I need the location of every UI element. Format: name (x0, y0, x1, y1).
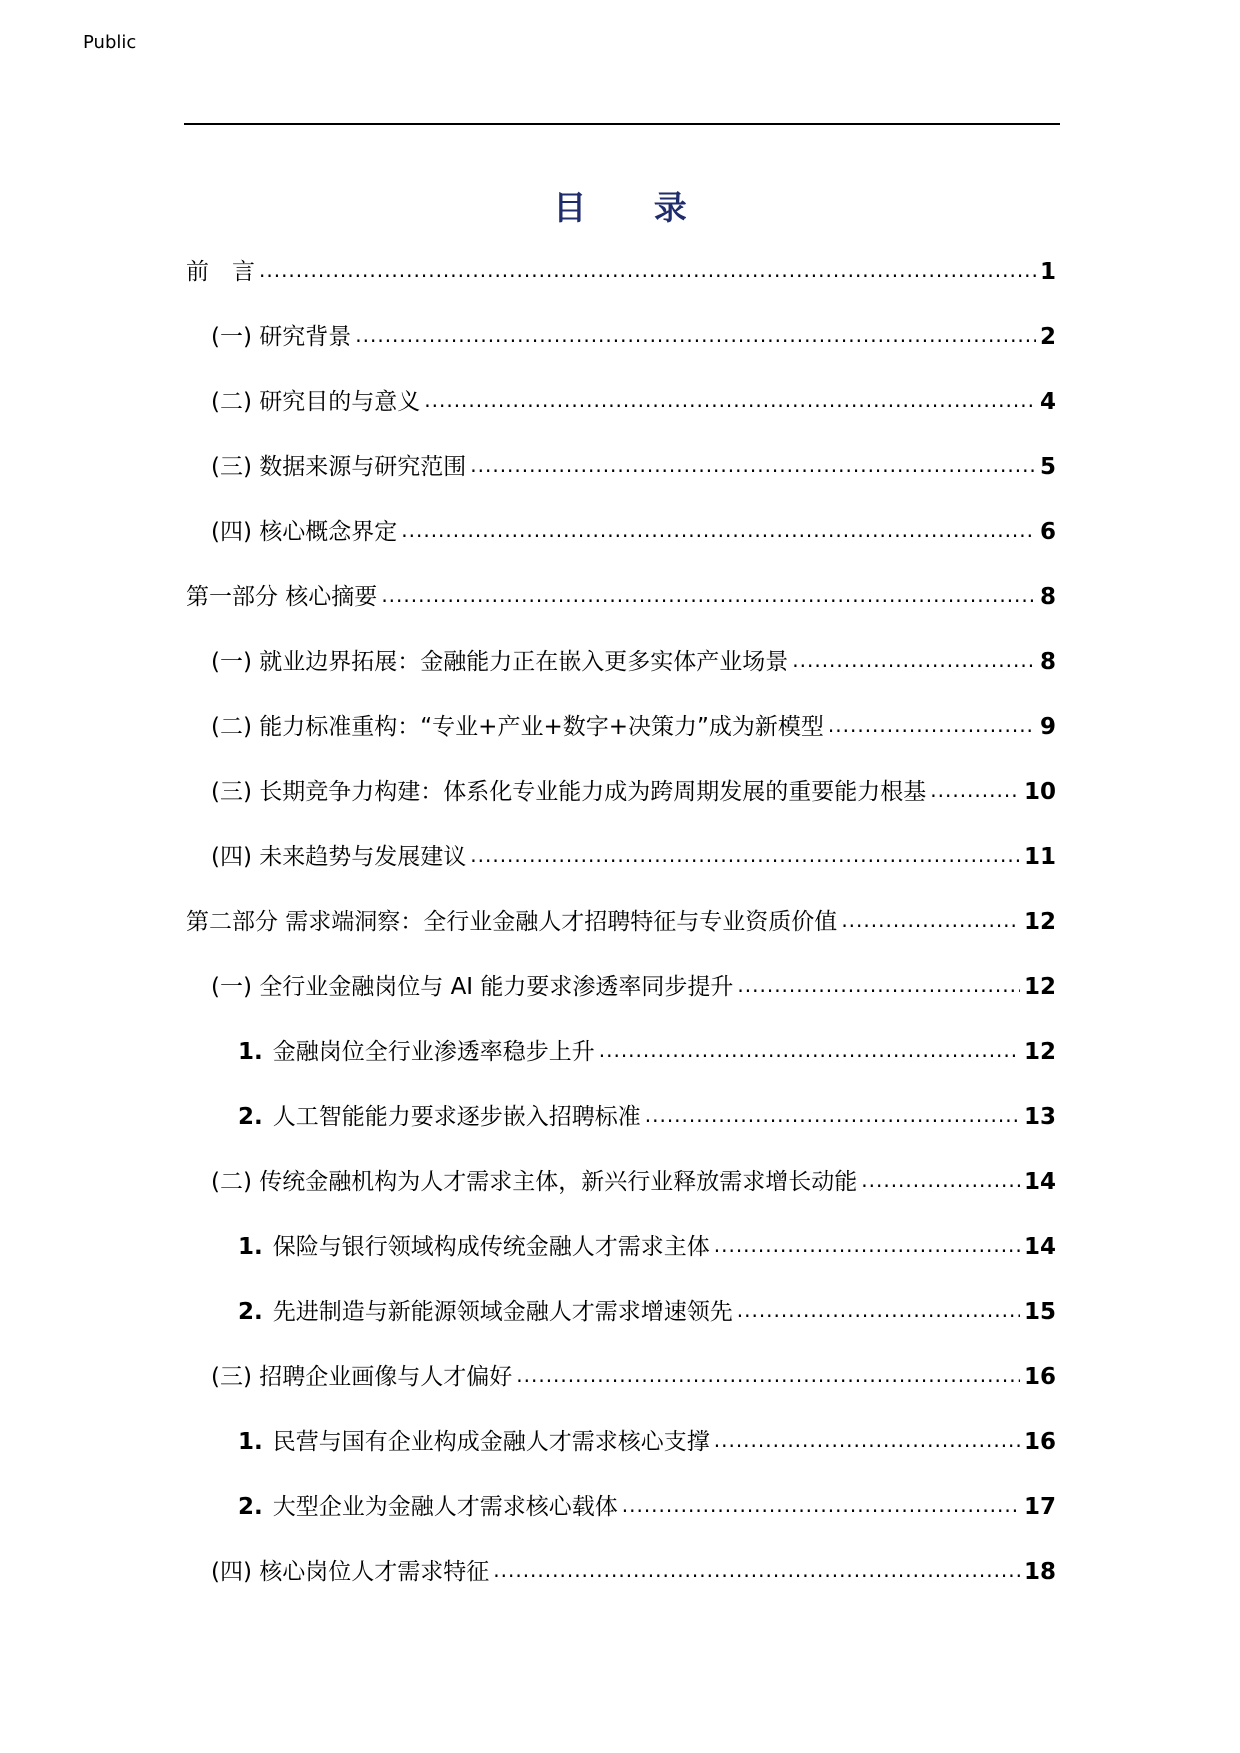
toc-entry-label (186, 577, 377, 617)
toc-dot-leader (424, 380, 1036, 420)
toc-entry[interactable] (186, 1487, 1056, 1552)
toc-entry-label (211, 317, 351, 357)
toc-entry-text: (四) 核心概念界定 (211, 519, 398, 545)
toc-entry-page: 12 (1023, 909, 1056, 935)
toc-entry[interactable] (186, 772, 1056, 837)
toc-dot-leader (792, 640, 1036, 680)
toc-dot-leader (516, 1355, 1020, 1395)
toc-dot-leader (259, 250, 1036, 290)
toc-dot-leader (381, 575, 1036, 615)
toc-entry-page: 16 (1023, 1364, 1056, 1390)
toc-entry[interactable] (186, 512, 1056, 577)
toc-entry-text: 第二部分 需求端洞察：全行业金融人才招聘特征与专业资质价值 (186, 909, 838, 935)
toc-entry-number: 1. (238, 1039, 263, 1065)
toc-entry-text: (一) 全行业金融岗位与 AI 能力要求渗透率同步提升 (211, 974, 734, 1000)
toc-entry-label (238, 1227, 710, 1267)
toc-dot-leader (493, 1550, 1020, 1590)
toc-entry-page: 18 (1023, 1559, 1056, 1585)
toc-entry[interactable] (186, 1422, 1056, 1487)
toc-entry-page: 8 (1039, 584, 1056, 610)
toc-entry[interactable] (186, 642, 1056, 707)
toc-entry-label (238, 1422, 710, 1462)
toc-entry-text: (一) 研究背景 (211, 324, 352, 350)
toc-entry-label (211, 382, 420, 422)
toc-entry-number: 2. (238, 1104, 263, 1130)
toc-entry-label (211, 1552, 489, 1592)
toc-dot-leader (599, 1030, 1020, 1070)
toc-entry-text: (三) 数据来源与研究范围 (211, 454, 467, 480)
toc-dot-leader (470, 835, 1020, 875)
toc-dot-leader (930, 770, 1020, 810)
toc-entry-label (238, 1292, 733, 1332)
toc-entry-label (211, 1162, 857, 1202)
toc-entry-text: (四) 未来趋势与发展建议 (211, 844, 467, 870)
toc-entry-number: 1. (238, 1234, 263, 1260)
toc-entry-label (238, 1097, 641, 1137)
toc-entry-page: 4 (1039, 389, 1056, 415)
toc-entry-label (211, 772, 926, 812)
toc-dot-leader (861, 1160, 1020, 1200)
toc-dot-leader (622, 1485, 1020, 1525)
table-of-contents (186, 252, 1056, 1617)
toc-entry-label (211, 837, 466, 877)
toc-entry[interactable] (186, 837, 1056, 902)
classification-label: Public (83, 32, 137, 53)
toc-entry-page: 12 (1023, 1039, 1056, 1065)
toc-entry-text: 前 言 (186, 259, 255, 285)
toc-entry[interactable] (186, 382, 1056, 447)
header-divider (184, 123, 1060, 125)
toc-entry-page: 10 (1023, 779, 1056, 805)
toc-dot-leader (401, 510, 1036, 550)
toc-entry-page: 16 (1023, 1429, 1056, 1455)
toc-entry[interactable] (186, 1227, 1056, 1292)
toc-entry-text: (二) 能力标准重构：“专业+产业+数字+决策力”成为新模型 (211, 714, 824, 740)
toc-entry-page: 14 (1023, 1169, 1056, 1195)
toc-entry-text: (一) 就业边界拓展：金融能力正在嵌入更多实体产业场景 (211, 649, 789, 675)
toc-entry-text: 金融岗位全行业渗透率稳步上升 (272, 1039, 595, 1065)
toc-entry[interactable] (186, 1552, 1056, 1617)
toc-entry-text: 第一部分 核心摘要 (186, 584, 378, 610)
toc-entry-number: 2. (238, 1299, 263, 1325)
toc-dot-leader (714, 1420, 1020, 1460)
toc-entry-label (211, 512, 397, 552)
toc-entry[interactable] (186, 1292, 1056, 1357)
toc-entry[interactable] (186, 1032, 1056, 1097)
toc-entry[interactable] (186, 707, 1056, 772)
toc-entry-text: 民营与国有企业构成金融人才需求核心支撑 (272, 1429, 710, 1455)
toc-entry-label (238, 1032, 595, 1072)
toc-dot-leader (828, 705, 1036, 745)
toc-dot-leader (645, 1095, 1020, 1135)
toc-entry-page: 8 (1039, 649, 1056, 675)
toc-entry-page: 14 (1023, 1234, 1056, 1260)
toc-entry[interactable] (186, 1097, 1056, 1162)
toc-entry-text: 先进制造与新能源领域金融人才需求增速领先 (272, 1299, 733, 1325)
toc-entry-text: (二) 传统金融机构为人才需求主体，新兴行业释放需求增长动能 (211, 1169, 858, 1195)
toc-entry-page: 17 (1023, 1494, 1056, 1520)
toc-entry[interactable] (186, 1357, 1056, 1422)
toc-entry-page: 9 (1039, 714, 1056, 740)
toc-entry-page: 13 (1023, 1104, 1056, 1130)
toc-entry[interactable] (186, 1162, 1056, 1227)
toc-entry[interactable] (186, 252, 1056, 317)
toc-entry-label (211, 1357, 512, 1397)
toc-entry-label (211, 447, 466, 487)
toc-entry-text: (三) 长期竞争力构建：体系化专业能力成为跨周期发展的重要能力根基 (211, 779, 927, 805)
toc-entry-page: 6 (1039, 519, 1056, 545)
toc-dot-leader (737, 1290, 1020, 1330)
toc-entry-number: 1. (238, 1429, 263, 1455)
toc-entry[interactable] (186, 967, 1056, 1032)
toc-entry-label (211, 967, 733, 1007)
toc-entry-text: (二) 研究目的与意义 (211, 389, 421, 415)
toc-dot-leader (355, 315, 1036, 355)
toc-entry-text: (四) 核心岗位人才需求特征 (211, 1559, 490, 1585)
toc-dot-leader (841, 900, 1020, 940)
toc-entry-page: 5 (1039, 454, 1056, 480)
toc-entry-label (211, 642, 788, 682)
toc-entry[interactable] (186, 577, 1056, 642)
toc-entry-text: 大型企业为金融人才需求核心载体 (272, 1494, 618, 1520)
toc-dot-leader (470, 445, 1036, 485)
toc-entry-label (186, 252, 255, 292)
toc-title: 目 录 (553, 188, 715, 227)
toc-entry[interactable] (186, 902, 1056, 967)
toc-entry-label (211, 707, 824, 747)
toc-entry-label (186, 902, 837, 942)
toc-entry-page: 15 (1023, 1299, 1056, 1325)
toc-entry-text: (三) 招聘企业画像与人才偏好 (211, 1364, 513, 1390)
toc-entry[interactable] (186, 447, 1056, 512)
toc-dot-leader (737, 965, 1020, 1005)
toc-entry-page: 2 (1039, 324, 1056, 350)
toc-dot-leader (714, 1225, 1020, 1265)
toc-entry-label (238, 1487, 618, 1527)
toc-entry-page: 11 (1023, 844, 1056, 870)
toc-entry-text: 保险与银行领域构成传统金融人才需求主体 (272, 1234, 710, 1260)
toc-entry-text: 人工智能能力要求逐步嵌入招聘标准 (272, 1104, 641, 1130)
toc-entry-number: 2. (238, 1494, 263, 1520)
toc-entry-page: 12 (1023, 974, 1056, 1000)
toc-entry[interactable] (186, 317, 1056, 382)
toc-entry-page: 1 (1039, 259, 1056, 285)
